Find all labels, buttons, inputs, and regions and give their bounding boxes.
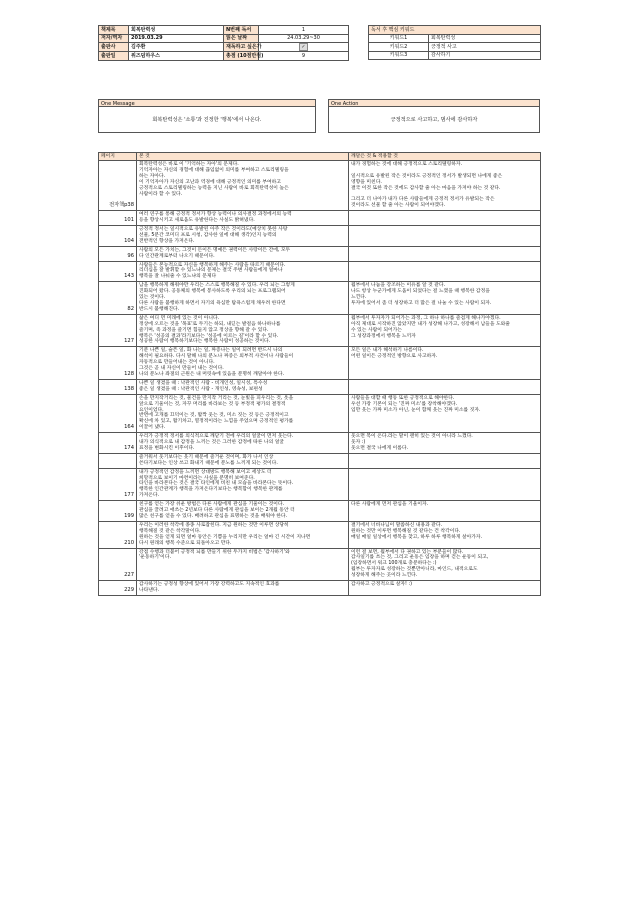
row-note-line: 웃으면 결국 나에게 이롭다. [351,445,409,451]
keyword-label: 키워드2 [369,43,429,52]
title-label: 책제목 [99,26,129,35]
row-note-line: 입만 웃는 가짜 미소가 아닌, 눈이 함께 웃는 진짜 미소를 짓자. [351,407,481,413]
row-text [137,246,349,261]
notes-row [99,211,541,226]
row-text-line: 사람의 모든 가치는, 그것이 돈이든 명예든 권력이든 사랑이든 간에, 모두 [139,247,291,253]
keyword-value: 감사하기 [429,51,541,60]
row-text-line: 행복을 잘 나눠줄 수 있느냐의 문제다 [139,274,217,280]
keyword-label: 키워드1 [369,34,429,43]
row-note-line: 영향을 미친다. [351,179,382,185]
row-note [349,161,541,211]
row-text-line: 하는 자아다. [139,173,166,179]
row-text-line: 성공한 사람이 행복하기보다는 행복한 사람이 성공하는 것이다. [139,339,271,345]
row-text [137,314,349,347]
row-note-line: 느낀다. [351,295,367,301]
row-note-line: 다른 사람에게 먼저 관심을 기울이자. [351,502,429,508]
row-note-line: 그 성장과정에서 행복을 느끼자 [351,333,416,339]
row-note [349,246,541,261]
row-note [349,226,541,247]
row-page: 82 [99,282,137,315]
row-text-line: 표정을 변화시킨 이후이다. [139,445,195,451]
publisher-value: 김주환 [129,43,224,52]
row-text-line: 자동적으로 만들어내는 것이 아니다. [139,360,215,366]
row-text-line: 나의 분노나 좌절의 근원은 내 머릿속에 있음을 분명히 깨달아야 한다. [139,371,284,377]
row-page [99,453,137,468]
row-page: 227 [99,548,137,581]
keyword-value: 회복탄력성 [429,34,541,43]
row-text-line: 쓴다기보다는 인상 쓰고 화내기 때문에 분노를 느끼게 되는 것이다. [139,460,278,466]
row-text-line: 반드시 불행해진다. [139,306,180,312]
row-note-line: 웃으면 복이 온다.라는 말이 괜히 있는 것이 아니라 느꼈다. [351,434,473,440]
row-note [349,347,541,380]
row-text-line: 그것은 곧 내 자신이 만들어 내는 것이다. [139,366,224,372]
notes-row [99,501,541,522]
row-text-line: 전반적인 향상을 가져온다. [139,238,195,244]
row-text-line: 가져온다. [139,493,160,499]
book-info-table [98,25,349,61]
row-note-line: 감사하고 긍정적으로 살자! :) [351,582,412,588]
row-page: 229 [99,581,137,596]
notes-row [99,394,541,432]
row-text-line: 해석이 필요하다. 다시 말해 나의 분노나 짜증은 외부적 사건이나 사람들이 [139,354,294,360]
row-text-line: 남을 행복하게 해줘야만 우리는 스스로 행복해질 수 있다. 우리 뇌는 그렇게 [139,283,295,289]
row-note [349,581,541,596]
row-text-line: 타인을 바라본다는 것은 결국 타인에게 비친 내 모습을 바라본다는 뜻이다. [139,481,294,487]
nth-value: 1 [259,26,349,35]
row-text-line: 감사하기는 긍정성 향상에 있어서 가장 강력하고도 지속적인 효과를 [139,582,280,588]
row-text-line: 우리는 이러한 착각에 종종 사로잡힌다. 지금 원하는 것만 이루면 상당히 [139,522,289,528]
col-text-header: 본 것 [137,153,349,161]
one-message-box [98,99,316,133]
notes-row [99,548,541,581]
row-note-line: 결기에서 너바나님이 말씀하신 내용과 같다. [351,522,443,528]
row-note-line: 성장하게 해주는 곳이라 느낀다. [351,573,418,579]
keyword-value: 긍정적 사고 [429,43,541,52]
row-note [349,314,541,347]
publisher-label: 출판사 [99,43,129,52]
row-note-line: 매일 매일 일상에서 행복을 찾고, 하루 하루 행복하게 살아가자. [351,534,483,540]
row-text-line: 내가 의식적으로 내 감정을 느끼는 것은 그러한 감정에 따른 나의 얼굴 [139,440,284,446]
row-text-line: 회복탄력성은 바로 이 '기억하는 자아'의 문제다. [139,162,239,167]
row-text [137,161,349,211]
row-text [137,282,349,315]
row-text-line: 다른 사람을 불행하게 하면서 자기의 욕심만 탐욕스럽게 채우려 한다면 [139,301,286,306]
row-note-line: 이런 걸 보면, 월부에서 다 권하고 있는 부분들이 많다. [351,549,464,555]
row-note-line: 아직 제대로 시작하진 않았지만 내가 성장해 나가고, 성장해서 남들을 도와줄 [351,321,510,327]
row-text [137,433,349,454]
row-text [137,211,349,226]
row-note-line: (임장하면서 워크 100개로 충분하다는 :) [351,561,437,567]
one-message-title: One Message [98,99,316,107]
row-page: 177 [99,468,137,501]
imprint-label: 출판일 [99,52,129,61]
book-title: 회복탄력성 [129,26,224,35]
one-action-title: One Action [328,99,540,107]
row-note-line: 사람들을 대할 때 행동 또한 긍정적으로 해야한다. [351,395,455,401]
row-text-line: 사람들은 본능적으로 자신을 행복하게 해주는 사람을 따르기 때문이다. [139,262,286,268]
reading-notes-table [98,152,541,596]
notes-row [99,314,541,347]
row-note-line: 수 있는 사람이 되어가는 [351,327,402,333]
score-value: 9 [259,52,349,61]
row-text [137,394,349,432]
notes-row [99,161,541,211]
row-text-line: 긍정적 정서는 일시적으로 유발된 아주 작은 것이라도(예상치 못한 사탕 [139,227,288,233]
row-note-line: 감사일기를 쓰는 것, 그리고 운동은 임장을 하며 걷는 운동이 되고, [351,555,489,561]
row-page: 174 [99,433,137,454]
notes-row [99,468,541,501]
row-text [137,581,349,596]
row-text-line: 기억자아는 자신의 경험에 대해 끊임없이 의미를 부여하고 스토리텔링을 [139,167,289,173]
row-text-line: 요인이었다. [139,407,164,413]
row-text-line: 나쁜 일 생겼을 때 : 낙관적인 사람 - 비개인성, 일시성, 특수성 [139,380,268,386]
row-text-line: 기분 나쁜 일, 슬픈 일, 화 나는 일, 짜증나는 일이 되려면 반드시 나의 [139,348,283,354]
row-page: 143 [99,261,137,282]
row-text-line: 등을 향상시키고 새로움도 유발한다는 사실도 밝혀냈다. [139,218,255,224]
notes-row [99,521,541,548]
row-note [349,521,541,548]
row-note-line: 웃자 :) [351,440,366,446]
row-text-line: 친구를 얻는 가장 쉬운 방법은 다른 사람에게 관심을 기울이는 것이다. [139,502,284,508]
keywords-table [368,25,541,60]
row-text [137,347,349,380]
col-page-header: 페이지 [99,153,137,161]
row-text-line: 다시 원래의 행복 수준으로 되돌아오고 만다. [139,540,232,546]
row-note-line: 모든 일은 내가 해석하기 나름이다. [351,348,424,354]
row-text-line: 원하는 것을 얻게 되면 얼마 동안은 기쁨을 누리지만 우리는 얼마 긴 시간이 지나면 [139,534,311,540]
row-text-line: 행복한 인간관계가 행복을 가져온다기보다는 행복함이 행복한 관계를 [139,487,283,493]
row-page: 199 [99,501,137,522]
notes-row [99,433,541,454]
one-action-text: 긍정적으로 사고하고, 범사에 감사하자 [328,107,540,133]
reread-label: 재독하고 싶은가 [224,43,259,52]
row-text-line: 좋은 일 생겼을 때 : 낙관적인 사람 - 개인성, 영속성, 보편성 [139,386,263,392]
notes-row [99,246,541,261]
row-text-line: 강점 수행과 더불어 긍정적 뇌를 만들기 위한 두가지 비법은 '감사하기'와 [139,549,290,555]
row-text-line: 반면에 고개를 끄덕이는 것, 활짝 웃는 것, 미소 짓는 것 등은 긍정적이고 [139,413,289,419]
notes-row [99,282,541,315]
row-page: 164 [99,394,137,432]
row-note [349,453,541,468]
row-text-line: 이 기억자아가 자신의 고난과 역경에 대해 긍정적인 의미를 부여하고 [139,179,281,185]
row-note [349,433,541,454]
row-text-line: 사람이라 할 수 있다. [139,191,183,197]
row-text-line: 긍정적으로 스토리텔링하는 능력을 지닌 사람이 바로 회복탄력성이 높은 [139,185,289,191]
row-page: 128 [99,347,137,380]
row-page: 96 [99,246,137,261]
row-text-line: 즐기며, 즉 과정을 즐기면 힘들지 않고 정상을 향해 갈 수 있다. [139,327,269,333]
row-note [349,211,541,226]
row-text-line: 리더십을 잘 발휘할 수 있느냐의 문제는 결국 주변 사람들에게 얼마나 [139,268,283,274]
reread-cell [259,43,349,52]
row-note-line: 결국 이것 또한 작은 것에도 감사할 줄 아는 마음을 가져야 하는 것 같다. [351,185,501,191]
row-text [137,379,349,394]
row-note [349,548,541,581]
row-text-line: '운동하기'이다. [139,555,171,561]
row-note-line: 것이라도 선물 할 줄 아는 사람이 되어야겠다. [351,203,446,209]
row-note-line: 월부에서 투자자가 되어가는 과정, 그 하나 하나를 즐겁게 해나가야겠다. [351,315,501,321]
row-text-line: 확신에 차 있고, 활기차고, 열정적이라는 느낌을 주었으며 긍정적인 평가를 [139,419,294,425]
row-text-line: 다 인간관계로부터 나오기 때문이다. [139,253,215,259]
row-note-line: 어떤 일이든 긍정적인 방향으로 사고하자. [351,354,438,360]
row-text-line: 행복은 '성공의 결과'라기보다는 '성공에 이르는 길'이라 할 수 있다. [139,333,279,339]
row-page: 127 [99,314,137,347]
row-text [137,226,349,247]
row-page: 101 [99,211,137,226]
row-note-line: 월부에서 나눔을 강조하는 이유를 알 것 같다. [351,283,446,289]
row-note [349,468,541,501]
notes-row [99,581,541,596]
one-action-box [328,99,540,133]
notes-row [99,226,541,247]
row-text-line: 삶은 여디 먼 미래에 있는 것이 아니다. [139,315,220,321]
row-text-line: 선물, 5분간 코미디 프로 시청, 감사한 일에 대해 생각)인지 능력의 [139,232,277,238]
row-note [349,379,541,394]
row-note-line: 나도 항상 누군가에게 도움이 되었다는 걸 느꼈을 때 행복한 감정을 [351,289,490,295]
row-text-line: 진화되어 왔다. 공동체의 행복에 봉사하도록 우리의 뇌는 프로그램되어 [139,289,286,295]
row-text [137,548,349,581]
keywords-title: 독서 후 핵심 키워드 [369,26,541,35]
row-text-line: 여러 연구를 통해 긍정적 정서가 향상 능력이나 의사결정 과정에서의 능력 [139,212,292,218]
row-page: 전자책p38 [99,161,137,211]
row-text [137,261,349,282]
row-note [349,501,541,522]
row-text [137,501,349,522]
row-text-line: 있는 것이다. [139,295,166,301]
row-note-line: 우선 가장 기본이 되는 '진짜 미소'를 장착해야겠다. [351,401,457,407]
row-text-line: 앞으로 기울이는 것, 자꾸 머리를 바라보는 것 등 부정적 평가의 결정적 [139,401,286,407]
reread-checkbox[interactable]: ✓ [299,43,308,51]
row-note-line: 일시적으로 유발된 작은 것이라도 긍정적인 정서가 발생되면 나에게 좋은 [351,173,503,179]
row-text-line: 나타낸다. [139,587,160,593]
row-text-line: 많은 친구를 얻을 수 있다. 배려하고 관심을 표명하는 것을 배워야 한다. [139,514,288,519]
row-text-line: 희망적으로 보이기 마련이라는 사실을 분명히 보여준다. [139,475,255,481]
row-note-line: 투자에 있어서 좀 더 성장하고 더 많은 걸 나눌 수 있는 사람이 되자. [351,301,492,306]
row-page: 210 [99,521,137,548]
row-note-line: 그리고 더 나아가 내가 다른 사람들에게 긍정적 정서가 유발되는 작은 [351,197,495,203]
one-message-text: 회복탄력성은 '소통'과 진정한 '행복'에서 나온다. [98,107,316,133]
imprint-value: 위즈덤하우스 [129,52,224,61]
row-text-line: 우리가 긍정적 정서를 의식적으로 깨닫기 전에 우리의 얼굴이 먼저 웃는다. [139,434,294,440]
keyword-label: 키워드3 [369,51,429,60]
row-page: 104 [99,226,137,247]
row-text-line: 내가 긍정적인 감정을 느끼면 상대방도 행복해 보이고 세상도 더 [139,469,272,475]
row-note-line: 월부는 투자자로 성장하는 것뿐만아니라, 마인드, 내적으로도 [351,567,478,573]
col-note-header: 깨달은 것 & 적용할 것 [349,153,541,161]
row-text-line: 행복해질 것 같은 착각말이다. [139,528,201,534]
row-text-line: 손을 만지작거리는 것, 물건을 만지작 거리는 것, 눈빛을 피우리는 것, 옷을 [139,395,294,401]
row-text-line: 관심을 끌려고 애쓰는 2년보다 다른 사람에게 관심을 보이는 2개월 동안 더 [139,508,295,514]
author-value: 2019.03.29 [129,34,224,43]
row-note [349,261,541,282]
row-note [349,394,541,432]
date-value: 24.03.29~30 [259,34,349,43]
row-text [137,521,349,548]
nth-label: N번째 독서 [224,26,259,35]
row-note [349,282,541,315]
row-text [137,453,349,468]
row-text-line: 즐거워서 웃기보다는 웃기 때문에 즐거운 것이며, 화가 나서 인상 [139,454,274,460]
notes-row [99,347,541,380]
row-text [137,468,349,501]
notes-row [99,379,541,394]
score-label: 총점 (10점만점) [224,52,259,61]
notes-row [99,453,541,468]
notes-row [99,261,541,282]
row-note-line: 내가 경험하는 것에 대해 긍정적으로 스토리텔링하자. [351,162,463,167]
row-text-line: 이끌어 냈다. [139,425,166,431]
row-page: 138 [99,379,137,394]
date-label: 읽은 날짜 [224,34,259,43]
row-text-line: 정상에 오르는 것을 '목표'로 두기는 하되, 내딛는 발걸음 하나하나를 [139,321,281,327]
author-label: 저자/역자 [99,34,129,43]
row-note-line: 원하는 것만 이루면 행복해질 것 같다는 건 착각이다. [351,528,461,534]
